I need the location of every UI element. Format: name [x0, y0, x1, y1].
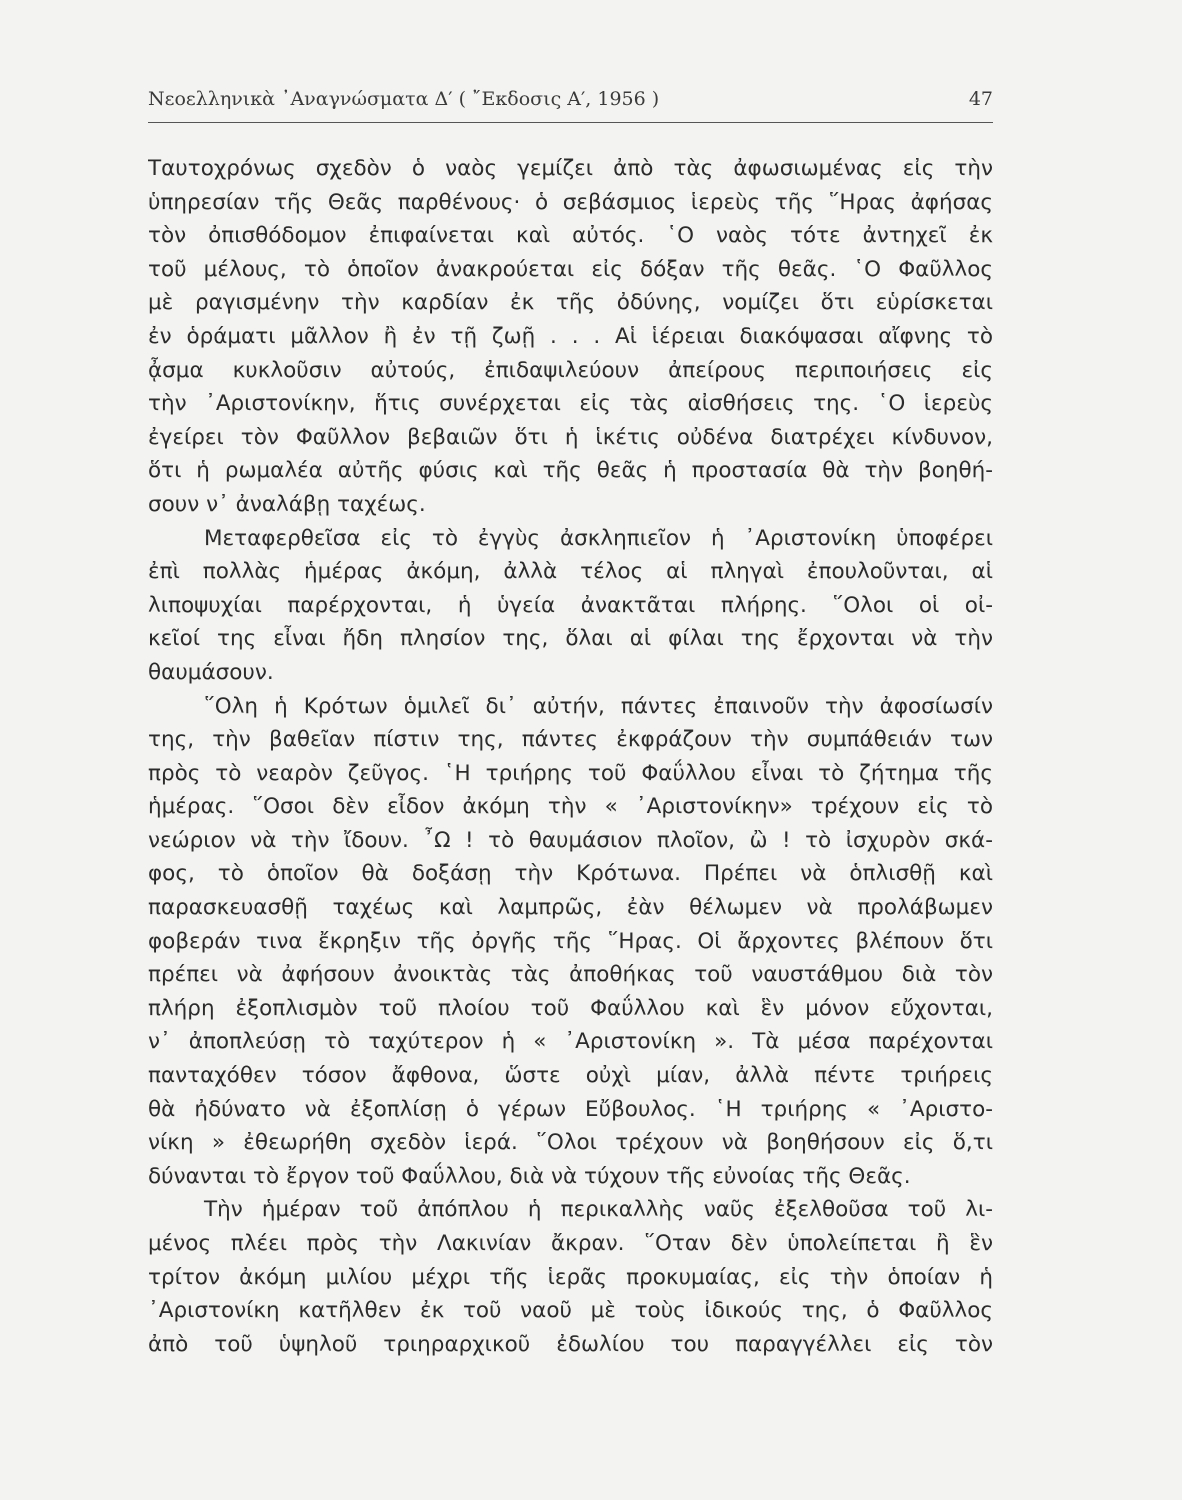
text-line: νίκη » ἐθεωρήθη σχεδὸν ἱερά. ῞Ολοι τρέχουν νὰ βοηθήσουν εἰς ὅ,τι — [148, 1130, 993, 1156]
running-head — [148, 88, 993, 114]
text-line: τὸν ὀπισθόδομον ἐπιφαίνεται καὶ αὐτός. ῾Ο ναὸς τότε ἀντηχεῖ ἐκ — [148, 223, 993, 249]
text-line: ἐν ὁράματι μᾶλλον ἢ ἐν τῇ ζωῇ . . . Αἱ ἱέρειαι διακόψασαι αἴφνης τὸ — [148, 323, 993, 349]
text-line: τὴν ᾿Αριστονίκην, ἥτις συνέρχεται εἰς τὰς αἰσθήσεις της. ῾Ο ἱερεὺς — [148, 391, 993, 417]
text-line: σουν ν᾿ ἀναλάβῃ ταχέως. — [148, 491, 426, 517]
text-line: ᾿Αριστονίκη κατῆλθεν ἐκ τοῦ ναοῦ μὲ τοὺς ἰδικούς της, ὁ Φαῦλλος — [148, 1298, 993, 1324]
text-line: ἀπὸ τοῦ ὑψηλοῦ τριηραρχικοῦ ἐδωλίου του παραγγέλλει εἰς τὸν — [148, 1331, 993, 1357]
text-line: τοῦ μέλους, τὸ ὁποῖον ἀνακρούεται εἰς δόξαν τῆς θεᾶς. ῾Ο Φαῦλλος — [148, 256, 993, 282]
text-line: ἐπὶ πολλὰς ἡμέρας ἀκόμη, ἀλλὰ τέλος αἱ πληγαὶ ἐπουλοῦνται, αἱ — [148, 559, 993, 585]
text-line: πανταχόθεν τόσον ἄφθονα, ὥστε οὐχὶ μίαν, ἀλλὰ πέντε τριήρεις — [148, 1063, 993, 1089]
text-line: πρὸς τὸ νεαρὸν ζεῦγος. ῾Η τριήρης τοῦ Φαΰλλου εἶναι τὸ ζήτημα τῆς — [148, 760, 993, 786]
paragraph-first-line: Τὴν ἡμέραν τοῦ ἀπόπλου ἡ περικαλλὴς ναῦς ἐξελθοῦσα τοῦ λι- — [204, 1197, 993, 1223]
text-line: θαυμάσουν. — [148, 659, 274, 685]
header-rule — [148, 122, 993, 123]
text-line: Ταυτοχρόνως σχεδὸν ὁ ναὸς γεμίζει ἀπὸ τὰς ἀφωσιωμένας εἰς τὴν — [148, 156, 993, 181]
text-line: της, τὴν βαθεῖαν πίστιν της, πάντες ἐκφράζουν τὴν συμπάθειάν των — [148, 727, 993, 753]
text-line: κεῖοί της εἶναι ἤδη πλησίον της, ὅλαι αἱ φίλαι της ἔρχονται νὰ τὴν — [148, 626, 993, 652]
text-line: νεώριον νὰ τὴν ἴδουν. ῏Ω ! τὸ θαυμάσιον πλοῖον, ὢ ! τὸ ἰσχυρὸν σκά- — [148, 827, 993, 853]
text-line: δύνανται τὸ ἔργον τοῦ Φαΰλλου, διὰ νὰ τύχουν τῆς εὐνοίας τῆς Θεᾶς. — [148, 1163, 911, 1189]
text-line: παρασκευασθῇ ταχέως καὶ λαμπρῶς, ἐὰν θέλωμεν νὰ προλάβωμεν — [148, 895, 993, 921]
text-line: ὑπηρεσίαν τῆς Θεᾶς παρθένους· ὁ σεβάσμιος ἱερεὺς τῆς ῞Ηρας ἀφήσας — [148, 189, 993, 215]
page-number: 47 — [968, 88, 993, 110]
text-line: ἡμέρας. ῞Οσοι δὲν εἶδον ἀκόμη τὴν « ᾿Αριστονίκην» τρέχουν εἰς τὸ — [148, 794, 993, 820]
text-line: λιποψυχίαι παρέρχονται, ἡ ὑγεία ἀνακτᾶται πλήρης. ῞Ολοι οἱ οἰ- — [148, 592, 993, 618]
text-line: τρίτον ἀκόμη μιλίου μέχρι τῆς ἱερᾶς προκυμαίας, εἰς τὴν ὁποίαν ἡ — [148, 1264, 993, 1290]
paragraph-first-line: Μεταφερθεῖσα εἰς τὸ ἐγγὺς ἀσκληπιεῖον ἡ ᾿Αριστονίκη ὑποφέρει — [204, 525, 993, 551]
text-line: ᾆσμα κυκλοῦσιν αὐτούς, ἐπιδαψιλεύουν ἀπείρους περιποιήσεις εἰς — [148, 357, 993, 383]
running-head-title: Νεοελληνικὰ ᾿Αναγνώσματα Δ′ ( ῎Εκδοσις Α′, 1956 ) — [148, 88, 660, 110]
text-line: μὲ ραγισμένην τὴν καρδίαν ἐκ τῆς ὀδύνης, νομίζει ὅτι εὑρίσκεται — [148, 290, 993, 316]
text-line: πρέπει νὰ ἀφήσουν ἀνοικτὰς τὰς ἀποθήκας τοῦ ναυστάθμου διὰ τὸν — [148, 962, 993, 988]
text-line: φος, τὸ ὁποῖον θὰ δοξάσῃ τὴν Κρότωνα. Πρέπει νὰ ὁπλισθῇ καὶ — [148, 861, 993, 887]
body-text — [148, 152, 993, 1361]
text-line: ν᾿ ἀποπλεύσῃ τὸ ταχύτερον ἡ « ᾿Αριστονίκη ». Τὰ μέσα παρέχονται — [148, 1029, 993, 1055]
paragraph-first-line: ῞Ολη ἡ Κρότων ὁμιλεῖ δι᾿ αὐτήν, πάντες ἐπαινοῦν τὴν ἀφοσίωσίν — [204, 693, 993, 719]
text-line: ἐγείρει τὸν Φαῦλλον βεβαιῶν ὅτι ἡ ἱκέτις οὐδένα διατρέχει κίνδυνον, — [148, 424, 993, 450]
text-line: ὅτι ἡ ρωμαλέα αὐτῆς φύσις καὶ τῆς θεᾶς ἡ προστασία θὰ τὴν βοηθή- — [148, 458, 993, 484]
text-line: θὰ ἠδύνατο νὰ ἐξοπλίσῃ ὁ γέρων Εὔβουλος. ῾Η τριήρης « ᾿Αριστο- — [148, 1096, 993, 1122]
text-line: μένος πλέει πρὸς τὴν Λακινίαν ἄκραν. ῞Οταν δὲν ὑπολείπεται ἢ ἓν — [148, 1231, 993, 1256]
text-line: φοβεράν τινα ἔκρηξιν τῆς ὀργῆς τῆς ῞Ηρας. Οἱ ἄρχοντες βλέπουν ὅτι — [148, 928, 993, 954]
text-line: πλήρη ἐξοπλισμὸν τοῦ πλοίου τοῦ Φαΰλλου καὶ ἓν μόνον εὔχονται, — [148, 995, 993, 1021]
